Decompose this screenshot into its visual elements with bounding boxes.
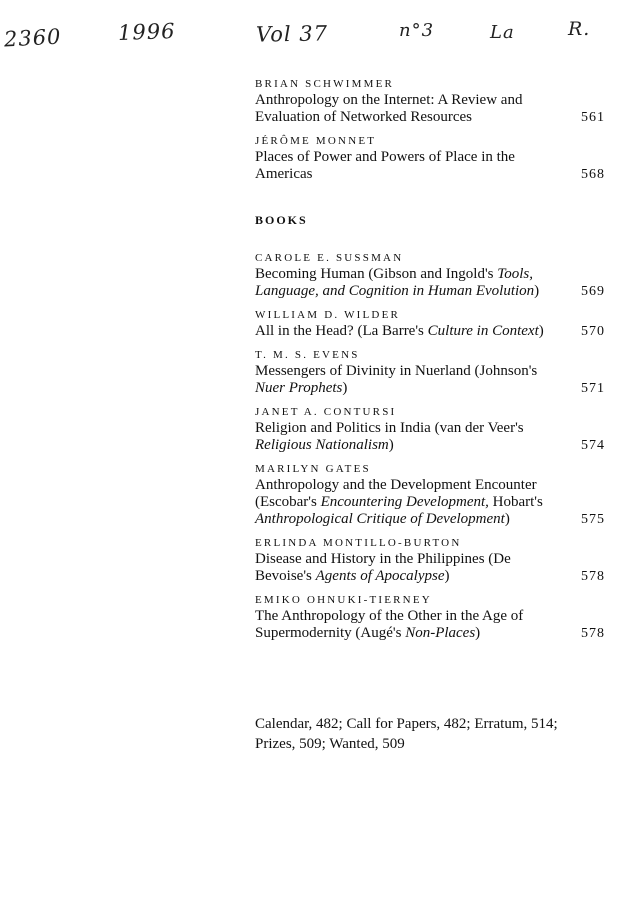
entry-title-italic: Religious Nationalism: [255, 437, 389, 453]
entry-author: CAROLE E. SUSSMAN: [255, 252, 404, 264]
entry-title: [255, 92, 560, 126]
entry-title: [255, 323, 560, 340]
toc-entry: [255, 594, 605, 642]
books-heading: BOOKS: [255, 213, 308, 227]
toc-entry: [255, 406, 605, 454]
entry-title-text: ): [342, 380, 348, 396]
entry-title: [255, 363, 560, 397]
articles-list: [255, 78, 605, 183]
entry-title: [255, 551, 560, 585]
entry-title-row: [255, 363, 605, 397]
entry-title-text: Hobart's: [488, 494, 543, 510]
entry-title-text: Places of Power and Powers of Place in the Americas: [255, 149, 515, 182]
entry-page-number: 568: [581, 167, 605, 182]
entry-page-number: 578: [581, 626, 605, 641]
entry-title-italic: Tools, Language, and Cognition in Human Evolution: [255, 266, 535, 299]
entry-author: BRIAN SCHWIMMER: [255, 78, 395, 90]
entry-page-number: 575: [581, 512, 605, 527]
entry-title: [255, 266, 560, 300]
toc-entry: [255, 78, 605, 126]
entry-title-text: Becoming Human (Gibson and Ingold's: [255, 266, 498, 282]
toc-entry: [255, 537, 605, 585]
entry-page-number: 574: [581, 438, 605, 453]
entry-title-row: [255, 420, 605, 454]
entry-page-number: 570: [581, 324, 605, 339]
entry-title-italic: Culture in Context: [427, 323, 539, 339]
entry-title-text: ): [534, 283, 540, 299]
handwritten-number: 2360: [3, 24, 63, 52]
entry-author: JÉRÔME MONNET: [255, 135, 377, 147]
entry-title-row: [255, 608, 605, 642]
entry-title: [255, 420, 560, 454]
toc-entry: [255, 349, 605, 397]
entry-title-italic: Anthropological Critique of Development: [255, 511, 505, 527]
entry-title-row: [255, 266, 605, 300]
entry-page-number: 561: [581, 110, 605, 125]
handwritten-volume: Vol 37: [255, 21, 329, 47]
handwritten-note-r: R.: [568, 18, 591, 40]
entry-title-text: ): [444, 568, 450, 584]
entry-title-italic: Nuer Prophets: [255, 380, 343, 396]
toc-entry: [255, 252, 605, 300]
entry-title-row: [255, 551, 605, 585]
entry-title-text: All in the Head? (La Barre's: [255, 323, 428, 339]
entry-author: EMIKO OHNUKI-TIERNEY: [255, 594, 432, 606]
entry-title-text: Anthropology on the Internet: A Review and Evaluation of Networked Resources: [255, 92, 523, 125]
entry-title-text: Messengers of Divinity in Nuerland (Johnson's: [255, 363, 538, 379]
entry-page-number: 578: [581, 569, 605, 584]
entry-author: WILLIAM D. WILDER: [255, 309, 401, 321]
entry-title-row: [255, 149, 605, 183]
handwritten-year: 1996: [117, 19, 176, 45]
entry-title-italic: Encountering Development,: [320, 494, 489, 510]
entry-author: MARILYN GATES: [255, 463, 371, 475]
entry-title: [255, 149, 560, 183]
handwritten-note-la: La: [490, 22, 515, 43]
entry-title-row: [255, 92, 605, 126]
entry-page-number: 569: [581, 284, 605, 299]
entry-title: [255, 477, 560, 528]
handwritten-issue: n°3: [399, 20, 435, 41]
toc-entry: [255, 309, 605, 340]
toc-entry: [255, 463, 605, 528]
entry-title-text: ): [504, 511, 510, 527]
entry-title-text: Anthropology and the Development Encounter (Escobar's: [255, 477, 537, 510]
entry-title-text: Religion and Politics in India (van der Veer's: [255, 420, 524, 436]
entry-title-row: [255, 323, 605, 340]
entry-title-text: ): [538, 323, 544, 339]
footer-note: Calendar, 482; Call for Papers, 482; Erratum, 514; Prizes, 509; Wanted, 509: [255, 716, 558, 752]
entry-author: T. M. S. EVENS: [255, 349, 360, 361]
table-of-contents: [255, 78, 605, 651]
entry-title-row: [255, 477, 605, 528]
entry-title-italic: Agents of Apocalypse: [315, 568, 445, 584]
entry-title: [255, 608, 560, 642]
handwritten-annotations: [0, 18, 640, 58]
toc-entry: [255, 135, 605, 183]
books-list: [255, 252, 605, 642]
entry-title-text: The Anthropology of the Other in the Age of Supermodernity (Augé's: [255, 608, 524, 641]
entry-title-text: ): [475, 625, 481, 641]
entry-title-italic: Non-Places: [405, 625, 476, 641]
entry-author: ERLINDA MONTILLO-BURTON: [255, 537, 462, 549]
entry-page-number: 571: [581, 381, 605, 396]
entry-title-text: Disease and History in the Philippines (De Bevoise's: [255, 551, 511, 584]
entry-title-text: ): [388, 437, 394, 453]
entry-author: JANET A. CONTURSI: [255, 406, 397, 418]
